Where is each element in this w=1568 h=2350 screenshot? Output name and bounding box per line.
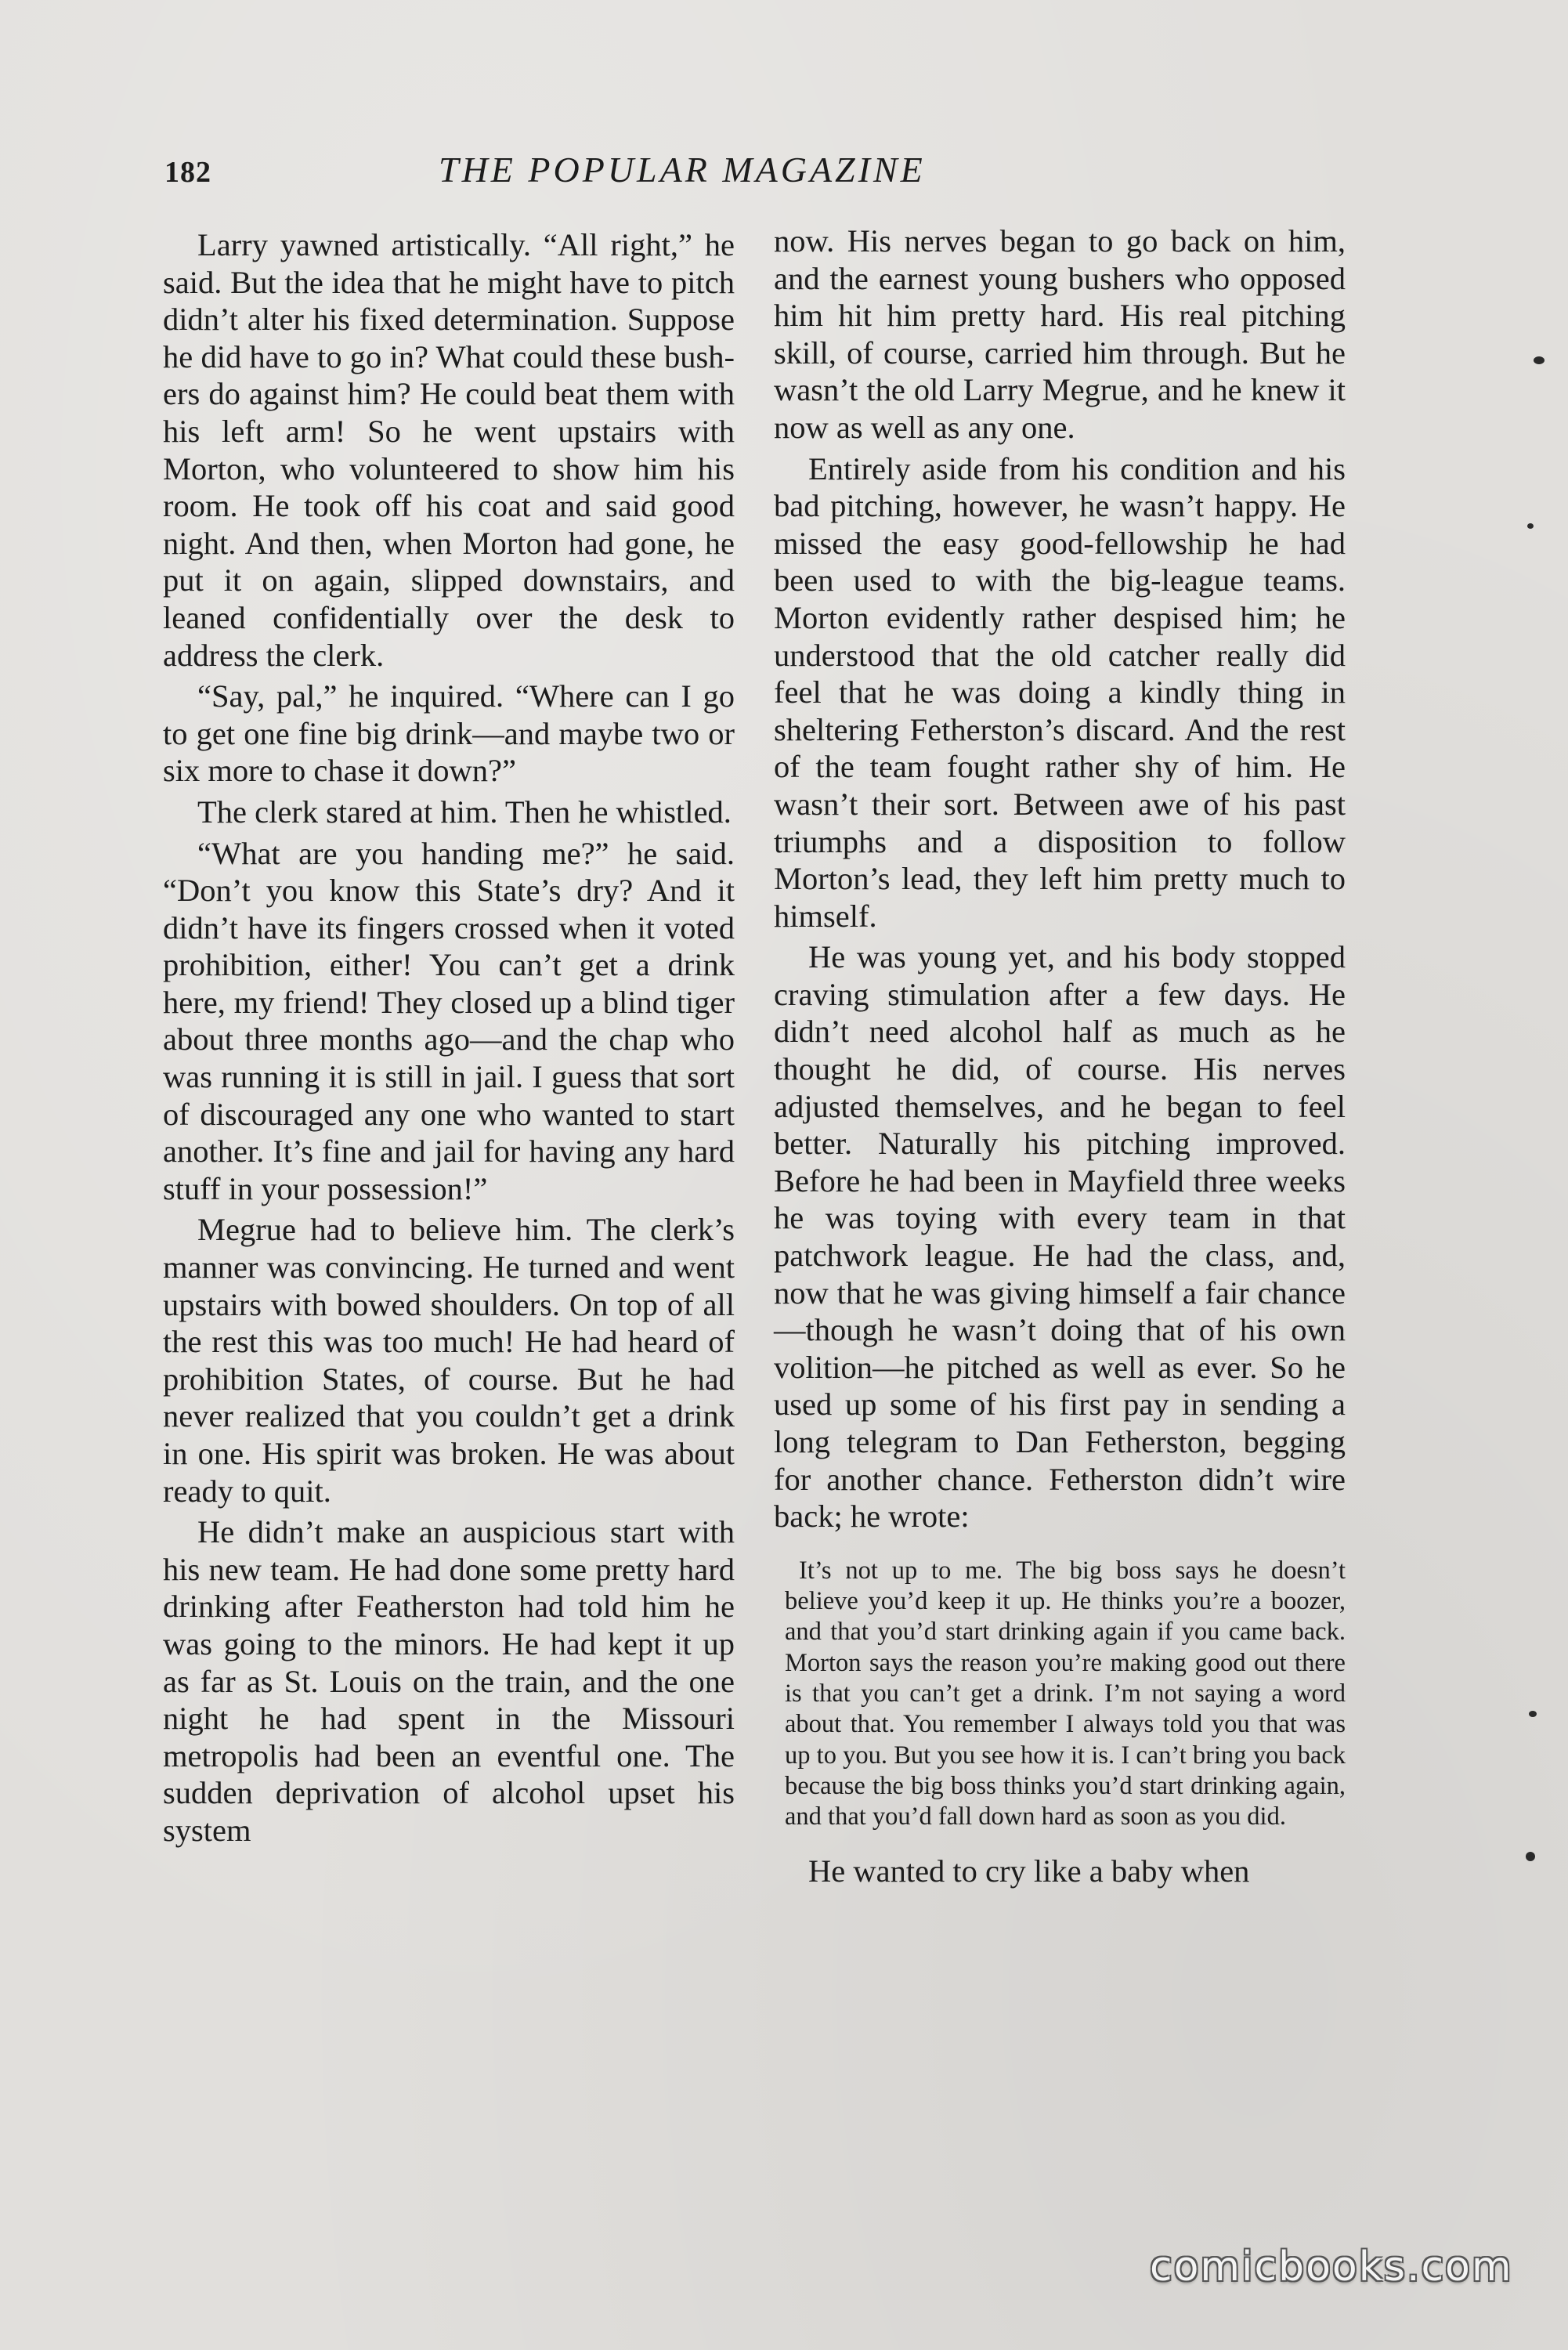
paragraph: He wanted to cry like a baby when bbox=[808, 1853, 1250, 1889]
running-head: THE POPULAR MAGAZINE bbox=[439, 150, 926, 190]
paragraph: Entirely aside from his condition and his bad pitching, however, he wasn’t happy. He missed the easy good-fellowship he had been used to with the big-league teams. Morton evidently rather despised him; he understood that the old catcher really did feel that he was doing a kindly thing in sheltering Fetherston’s discard. And the rest of the team fought rather shy of him. He wasn’t their sort. Between awe of his past triumphs and a disposition to follow Morton’s lead, they left him pretty much to himself. bbox=[774, 450, 1346, 934]
paragraph: “Say, pal,” he inquired. “Where can I go to get one fine big drink—and maybe two or six more to chase it down?” bbox=[163, 678, 735, 789]
quoted-letter bbox=[774, 1556, 1346, 1833]
binding-hole-mark bbox=[1529, 1711, 1537, 1717]
right-column bbox=[774, 222, 1346, 1890]
left-column bbox=[163, 222, 735, 1849]
paragraph: He didn’t make an auspicious start with his new team. He had done some pretty hard drinking after Featherston had told him he was going to the minors. He had kept it up as far as St. Louis on the train, and the one night he had spent in the Missouri metropolis had been an eventful one. The sudden deprivation of alcohol upset his system bbox=[163, 1514, 735, 1848]
binding-hole-mark bbox=[1534, 356, 1545, 364]
binding-hole-mark bbox=[1527, 523, 1534, 529]
binding-hole-mark bbox=[1526, 1852, 1535, 1861]
paragraph: The clerk stared at him. Then he whistled. bbox=[197, 794, 732, 830]
letter-text: It’s not up to me. The big boss says he doesn’t believe you’d keep it up. He thinks you’re a boozer, and that you’d start drinking again if you came back. Morton says the reason you’re making good out there is that you can’t get a drink. I’m not saying a word about that. You remember I always told you that was up to you. But you see how it is. I can’t bring you back because the big boss thinks you’d start drinking again, and that you’d fall down hard as soon as you did. bbox=[785, 1556, 1346, 1831]
paragraph-continuation: now. His nerves began to go back on him, and the earnest young bushers who opposed him hit him pretty hard. His real pitching skill, of course, carried him through. But he wasn’t the old Larry Megrue, and he knew it now as well as any one. bbox=[774, 223, 1346, 445]
paragraph: Megrue had to believe him. The clerk’s manner was convincing. He turned and went upstairs with bowed shoulders. On top of all the rest this was too much! He had heard of prohibition States, of course. But he had never realized that you couldn’t get a drink in one. His spirit was broken. He was about ready to quit. bbox=[163, 1212, 735, 1509]
paragraph: He was young yet, and his body stopped craving stimulation after a few days. He didn’t need alcohol half as much as he thought he did, of course. His nerves adjusted themselves, and he began to feel better. Naturally his pitching improved. Before he had been in Mayfield three weeks he was toying with every team in that patchwork league. He had the class, and, now that he was giving himself a fair chance—though he wasn’t doing that of his own volition—he pitched as well as ever. So he used up some of his first pay in sending a long telegram to Dan Fetherston, begging for another chance. Fetherston didn’t wire back; he wrote: bbox=[774, 939, 1346, 1535]
paragraph: Larry yawned artistically. “All right,” he said. But the idea that he might have to pitch didn’t alter his fixed determination. Suppose he did have to go in? What could these bushers do against him? He could beat them with his left arm! So he went upstairs with Morton, who volunteered to show him his room. He took off his coat and said good night. And then, when Morton had gone, he put it on again, slipped downstairs, and leaned confidentially over the desk to address the clerk. bbox=[163, 227, 735, 673]
page-number: 182 bbox=[164, 156, 211, 189]
paragraph: “What are you handing me?” he said. “Don’t you know this State’s dry? And it didn’t have its fingers crossed when it voted prohibition, either! You can’t get a drink here, my friend! They closed up a blind tiger about three months ago—and the chap who was running it is still in jail. I guess that sort of discouraged any one who wanted to start another. It’s fine and jail for having any hard stuff in your possession!” bbox=[163, 835, 735, 1206]
watermark: comicbooks.com bbox=[1150, 2243, 1513, 2290]
